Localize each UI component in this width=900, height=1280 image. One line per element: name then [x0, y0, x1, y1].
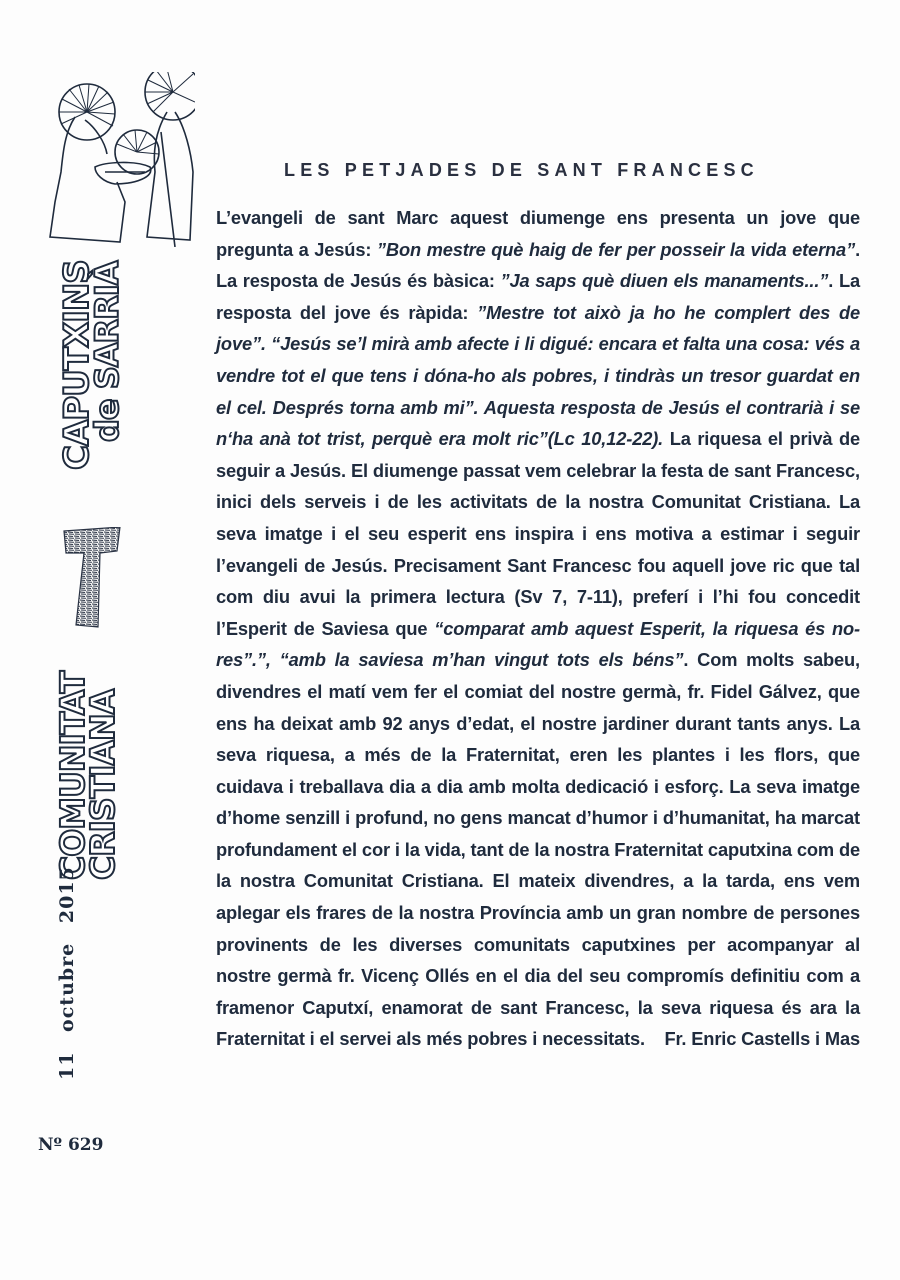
issue-date: 11 octubre 2015	[56, 866, 78, 1080]
issue-number: Nº 629	[38, 1135, 104, 1155]
article-text: . La resposta del jove és ràpida:	[216, 270, 860, 323]
article-signature: Fr. Enric Castells i Mas	[664, 1028, 860, 1050]
article-quote: ”Ja saps què diuen els manaments...”	[500, 270, 829, 292]
brand-line-1: CAPUTXINS	[57, 260, 97, 470]
tau-cross-icon	[62, 527, 122, 629]
publication-title	[53, 671, 123, 880]
article-text: . La resposta de Jesús és bàsica:	[216, 238, 860, 292]
article-text: L’evangeli de sant Marc aquest diumenge ens presenta un jove que pregunta a Jesús:	[216, 207, 860, 260]
publication-line-1: COMUNITAT	[53, 671, 92, 880]
article-quote: “comparat amb aquest Esperit, la riquesa és no-res”.”, “amb la saviesa m’han vingut tots els béns”	[216, 617, 860, 671]
article-body	[216, 202, 860, 1055]
brand-logo-caputxins	[57, 260, 127, 470]
brand-line-2: de SARRIÀ	[88, 261, 127, 442]
publication-line-2: CRISTIANA	[83, 689, 123, 880]
article-quote: ”Bon mestre què haig de fer per posseir la vida eterna”	[376, 238, 856, 260]
joseph-figure	[147, 112, 193, 247]
halo-child	[115, 130, 159, 174]
article-paragraph	[216, 202, 860, 1055]
article-title: LES PETJADES DE SANT FRANCESC	[284, 160, 759, 180]
article-quote: ”Mestre tot això ja ho he complert des de jove”. “Jesús se’l mirà amb afecte i li digué: encara et falta una cosa: vés a vendre tot el que tens i dóna-ho als pobres, i tindràs un tresor guardat en el cel. Després torna amb mi”. Aquesta resposta de Jesús el contrarià i se n‘ha anà tot trist, perquè era molt ric”(Lc 10,12-22).	[216, 301, 860, 450]
mary-figure	[50, 117, 125, 242]
article-text: La riquesa el privà de seguir a Jesús. El diumenge passat vem celebrar la festa de sant Francesc, inici dels serveis i de les activitats de la nostra Comunitat Cristiana. La seva imatge i el seu esperit ens inspira i ens motiva a estimar i seguir l’evangeli de Jesús. Precisament Sant Francesc fou aquell jove ric que tal com diu avui la primera lectura (Sv 7, 7-11), preferí i l’hi fou concedit l’Esperit de Saviesa que	[216, 428, 860, 639]
halo-right	[145, 72, 195, 120]
holy-family-illustration	[25, 72, 195, 247]
article-text: . Com molts sabeu, divendres el matí vem fer el comiat del nostre germà, fr. Fidel Gálvez, que ens ha deixat amb 92 anys d’edat, el nostre jardiner durant tants anys. La seva riquesa, a més de la Fraternitat, eren les plantes i les flors, que cuidava i treballava dia a dia amb molta dedicació i esforç. La seva imatge d’home senzill i profund, no gens mancat d’humor i d’humanitat, ha marcat profundament el cor i la vida, tant de la nostra Fraternitat caputxina com de la nostra Comunitat Cristiana. El mateix divendres, a la tarda, ens vem aplegar els frares de la nostra Província amb un gran nombre de persones provinents de les diverses comunitats caputxines per acompanyar al nostre germà fr. Vicenç Ollés en el dia del seu compromís definitiu com a framenor Caputxí, enamorat de sant Francesc, la seva riquesa és ara la Fraternitat i el servei als més pobres i necessitats.	[216, 649, 860, 1050]
